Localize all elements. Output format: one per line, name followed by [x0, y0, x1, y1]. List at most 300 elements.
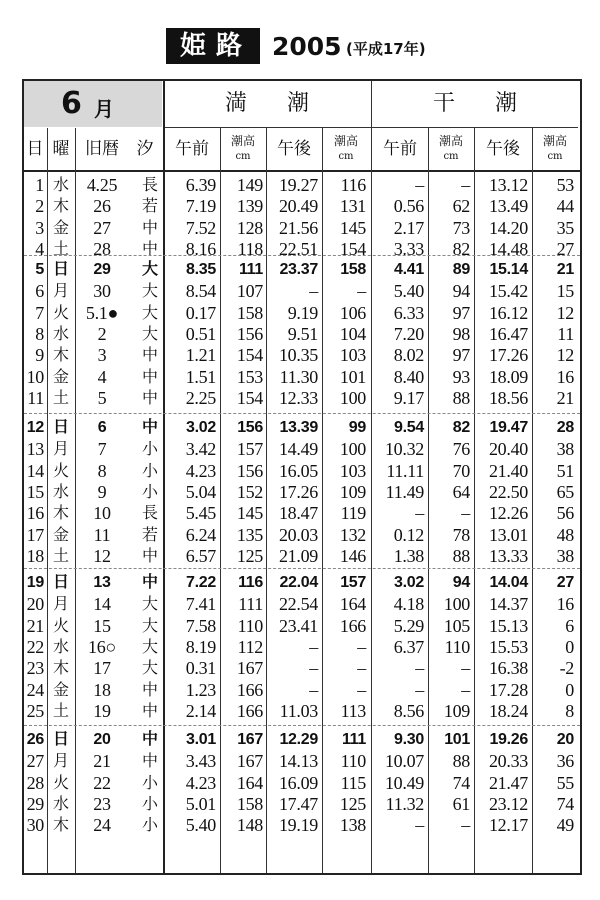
- height-label: 潮高: [333, 134, 358, 148]
- low-pm-time-cell: 13.33: [488, 545, 528, 566]
- lunar-date-cell: 7: [97, 439, 107, 460]
- low-am-height-cell: 78: [452, 524, 470, 545]
- high-am-height-cell: 157: [236, 439, 263, 460]
- high-am-time-cell: 8.54: [185, 281, 216, 302]
- lunar-date-cell: 12: [93, 545, 111, 566]
- weekday-cell: 月: [52, 594, 69, 614]
- high-am-height-cell: 158: [236, 793, 263, 814]
- low-am-height-cell: 97: [452, 345, 470, 366]
- weekday-cell: 木: [52, 503, 69, 523]
- day-cell: 13: [26, 439, 44, 460]
- low-am-height-cell: 82: [452, 419, 470, 436]
- high-pm-height-cell: 113: [340, 700, 366, 721]
- high-pm-time-cell: 9.19: [287, 302, 318, 323]
- high-am-time-cell: 2.14: [185, 700, 216, 721]
- high-am-height-cell: 167: [236, 751, 263, 772]
- high-am-height-cell: 164: [236, 772, 263, 793]
- low-am-time-cell: 3.02: [394, 574, 424, 591]
- lunar-date-cell: 14: [93, 594, 111, 615]
- low-am-height-cell: 73: [452, 217, 470, 238]
- high-am-height-cell: 139: [236, 196, 263, 217]
- weekday-cell: 水: [52, 323, 69, 343]
- col-header-low-am: 午前: [383, 139, 417, 159]
- low-pm-time-cell: 20.33: [488, 751, 528, 772]
- high-am-time-cell: 5.40: [185, 815, 216, 836]
- height-label: 潮高: [542, 134, 567, 148]
- lunar-date-cell: 24: [93, 815, 111, 836]
- day-cell: 2: [35, 196, 44, 217]
- high-pm-time-cell: 10.35: [278, 345, 318, 366]
- low-pm-height-cell: 49: [556, 815, 574, 836]
- low-pm-time-cell: 21.40: [488, 460, 528, 481]
- tide-type-cell: 中: [141, 679, 158, 699]
- low-pm-height-cell: 56: [556, 503, 574, 524]
- high-am-height-cell: 154: [236, 387, 263, 408]
- high-pm-height-cell: 101: [339, 366, 366, 387]
- high-am-time-cell: 7.52: [185, 217, 216, 238]
- high-am-height-cell: 152: [236, 481, 263, 502]
- low-pm-height-cell: 16: [556, 366, 574, 387]
- low-am-height-cell: 94: [452, 574, 470, 591]
- low-pm-height-cell: 6: [565, 615, 574, 636]
- high-am-height-cell: 110: [237, 615, 263, 636]
- weekday-cell: 土: [52, 700, 69, 720]
- high-pm-height-cell: 145: [339, 217, 366, 238]
- col-header-day: 日: [26, 139, 44, 159]
- lunar-date-cell: 11: [93, 524, 111, 545]
- high-am-height-cell: 111: [238, 261, 263, 278]
- high-am-height-cell: 112: [237, 636, 263, 657]
- tide-type-cell: 小: [141, 481, 158, 501]
- low-am-height-cell: 105: [443, 615, 470, 636]
- high-am-time-cell: 4.23: [185, 772, 216, 793]
- high-am-height-cell: 167: [236, 658, 263, 679]
- lunar-date-cell: 8: [97, 460, 107, 481]
- high-tide-group-header: 満潮: [224, 91, 349, 116]
- high-pm-height-cell: 100: [339, 387, 366, 408]
- low-am-time-cell: 2.17: [393, 217, 424, 238]
- low-pm-time-cell: 15.13: [488, 615, 528, 636]
- high-pm-height-cell: 100: [339, 439, 366, 460]
- low-am-height-cell: 100: [443, 594, 470, 615]
- high-am-time-cell: 7.19: [185, 196, 216, 217]
- high-am-height-cell: 111: [238, 594, 263, 615]
- place-name: 姫路: [166, 28, 260, 64]
- lunar-date-cell: 15: [93, 615, 111, 636]
- weekday-cell: 火: [52, 615, 69, 635]
- high-pm-height-cell: 138: [339, 815, 366, 836]
- lunar-date-cell: 3: [97, 345, 107, 366]
- low-pm-time-cell: 15.53: [488, 636, 528, 657]
- day-cell: 14: [26, 460, 44, 481]
- high-am-time-cell: 1.21: [185, 345, 216, 366]
- high-pm-height-cell: –: [357, 281, 366, 302]
- low-am-height-cell: 61: [452, 793, 470, 814]
- low-am-time-cell: 11.11: [386, 460, 424, 481]
- high-pm-height-cell: 111: [341, 731, 366, 748]
- low-am-time-cell: 9.30: [394, 731, 424, 748]
- lunar-date-cell: 9: [97, 481, 107, 502]
- high-am-height-cell: 145: [236, 503, 263, 524]
- high-am-time-cell: 8.19: [185, 636, 216, 657]
- tide-type-cell: 中: [141, 419, 158, 436]
- low-pm-height-cell: 0: [565, 679, 574, 700]
- unit-label: cm: [338, 151, 354, 162]
- low-am-height-cell: 88: [452, 387, 470, 408]
- low-pm-time-cell: 16.12: [488, 302, 528, 323]
- low-pm-height-cell: 0: [565, 636, 574, 657]
- weekday-cell: 木: [52, 345, 69, 365]
- low-pm-height-cell: 48: [556, 524, 574, 545]
- header-divider: [24, 170, 580, 172]
- low-pm-height-cell: 38: [556, 545, 574, 566]
- high-pm-height-cell: 125: [339, 793, 366, 814]
- low-pm-height-cell: 27: [556, 574, 574, 591]
- low-am-height-cell: 93: [452, 366, 470, 387]
- high-pm-height-cell: 146: [339, 545, 366, 566]
- low-am-time-cell: 8.40: [393, 366, 424, 387]
- tide-type-cell: 大: [141, 594, 158, 614]
- high-pm-height-cell: 154: [339, 238, 366, 259]
- day-cell: 8: [35, 323, 44, 344]
- low-pm-height-cell: 20: [556, 731, 574, 748]
- day-cell: 6: [35, 281, 44, 302]
- high-am-time-cell: 5.45: [185, 503, 216, 524]
- col-header-low-am-height: [428, 128, 474, 170]
- lunar-date-cell: 30: [93, 281, 111, 302]
- lunar-date-cell: 26: [93, 196, 111, 217]
- high-am-height-cell: 153: [236, 366, 263, 387]
- low-am-height-cell: –: [461, 503, 470, 524]
- unit-label: cm: [235, 151, 251, 162]
- weekday-cell: 金: [52, 524, 69, 544]
- low-am-time-cell: 5.40: [393, 281, 424, 302]
- low-pm-time-cell: 14.48: [488, 238, 528, 259]
- high-am-height-cell: 149: [236, 175, 263, 195]
- low-pm-height-cell: 65: [556, 481, 574, 502]
- month-header: [24, 81, 162, 127]
- low-pm-height-cell: -2: [559, 658, 574, 679]
- col-header-tide-type: 汐: [136, 139, 154, 159]
- low-pm-time-cell: 15.14: [489, 261, 528, 278]
- low-pm-height-cell: 27: [556, 238, 574, 259]
- high-pm-height-cell: 132: [339, 524, 366, 545]
- low-pm-height-cell: 21: [556, 261, 574, 278]
- col-header-weekday: 曜: [52, 139, 70, 159]
- tide-type-cell: 中: [141, 345, 158, 365]
- lunar-date-cell: 5.1●: [85, 302, 119, 323]
- high-pm-time-cell: 11.30: [279, 366, 318, 387]
- low-am-height-cell: 62: [452, 196, 470, 217]
- high-pm-height-cell: 166: [339, 615, 366, 636]
- high-pm-time-cell: 16.09: [278, 772, 318, 793]
- high-pm-height-cell: 157: [340, 574, 366, 591]
- high-am-time-cell: 5.01: [185, 793, 216, 814]
- high-am-height-cell: 158: [236, 302, 263, 323]
- low-am-height-cell: 82: [452, 238, 470, 259]
- low-am-time-cell: 11.49: [385, 481, 424, 502]
- tide-type-cell: 長: [141, 503, 158, 523]
- low-am-height-cell: –: [461, 679, 470, 700]
- high-pm-height-cell: 104: [339, 323, 366, 344]
- low-pm-time-cell: 12.17: [488, 815, 528, 836]
- high-pm-height-cell: 106: [339, 302, 366, 323]
- low-am-height-cell: 101: [444, 731, 470, 748]
- day-cell: 3: [35, 217, 44, 238]
- tide-type-cell: 小: [141, 815, 158, 835]
- col-header-high-pm: 午後: [277, 139, 311, 159]
- low-am-time-cell: 6.33: [393, 302, 424, 323]
- tide-type-cell: 大: [141, 323, 158, 343]
- weekday-cell: 日: [52, 419, 69, 436]
- high-am-time-cell: 4.23: [185, 460, 216, 481]
- high-pm-time-cell: 11.03: [279, 700, 318, 721]
- high-am-height-cell: 166: [236, 700, 263, 721]
- low-am-time-cell: –: [415, 175, 424, 195]
- day-cell: 23: [26, 658, 44, 679]
- weekday-cell: 金: [52, 217, 69, 237]
- low-am-time-cell: –: [415, 679, 424, 700]
- high-am-time-cell: 0.17: [185, 302, 216, 323]
- high-pm-time-cell: 22.04: [279, 574, 318, 591]
- weekday-cell: 木: [52, 658, 69, 678]
- day-cell: 19: [26, 574, 44, 591]
- day-cell: 27: [26, 751, 44, 772]
- high-am-height-cell: 107: [236, 281, 263, 302]
- high-am-time-cell: 3.02: [186, 419, 216, 436]
- low-am-time-cell: 9.17: [393, 387, 424, 408]
- lunar-date-cell: 19: [93, 700, 111, 721]
- high-pm-time-cell: 16.05: [278, 460, 318, 481]
- high-pm-time-cell: 21.56: [278, 217, 318, 238]
- low-am-time-cell: 3.33: [393, 238, 424, 259]
- low-am-time-cell: 10.07: [384, 751, 424, 772]
- high-am-time-cell: 0.51: [185, 323, 216, 344]
- low-am-height-cell: 70: [452, 460, 470, 481]
- weekday-cell: 金: [52, 679, 69, 699]
- low-am-height-cell: 64: [452, 481, 470, 502]
- high-pm-time-cell: 23.41: [278, 615, 318, 636]
- lunar-date-cell: 17: [93, 658, 111, 679]
- high-pm-height-cell: 109: [339, 481, 366, 502]
- high-pm-height-cell: 103: [339, 460, 366, 481]
- day-cell: 29: [26, 793, 44, 814]
- high-am-time-cell: 7.58: [185, 615, 216, 636]
- day-cell: 24: [26, 679, 44, 700]
- high-am-height-cell: 135: [236, 524, 263, 545]
- day-cell: 21: [26, 615, 44, 636]
- low-am-time-cell: 1.38: [393, 545, 424, 566]
- high-pm-time-cell: –: [309, 658, 318, 679]
- high-pm-height-cell: 158: [340, 261, 366, 278]
- low-pm-height-cell: 15: [556, 281, 574, 302]
- col-header-low-pm-height: [532, 128, 578, 170]
- high-pm-time-cell: 14.13: [278, 751, 318, 772]
- day-cell: 11: [27, 387, 44, 408]
- low-pm-height-cell: 44: [556, 196, 574, 217]
- tide-type-cell: 中: [141, 700, 158, 720]
- weekday-cell: 火: [52, 460, 69, 480]
- weekday-cell: 火: [52, 302, 69, 322]
- day-cell: 17: [26, 524, 44, 545]
- tide-type-cell: 大: [141, 636, 158, 656]
- high-am-time-cell: 8.35: [186, 261, 216, 278]
- lunar-date-cell: 16○: [88, 636, 116, 657]
- high-pm-height-cell: 103: [339, 345, 366, 366]
- low-pm-height-cell: 8: [565, 700, 574, 721]
- low-pm-height-cell: 21: [556, 387, 574, 408]
- high-am-time-cell: 8.16: [185, 238, 216, 259]
- low-pm-height-cell: 28: [556, 419, 574, 436]
- low-am-height-cell: –: [461, 815, 470, 836]
- high-pm-height-cell: 110: [340, 751, 366, 772]
- high-am-time-cell: 5.04: [185, 481, 216, 502]
- low-pm-time-cell: 23.12: [488, 793, 528, 814]
- high-am-height-cell: 125: [236, 545, 263, 566]
- height-label: 潮高: [230, 134, 255, 148]
- high-pm-time-cell: 22.54: [278, 594, 318, 615]
- weekday-cell: 月: [52, 751, 69, 771]
- low-am-time-cell: 10.49: [384, 772, 424, 793]
- low-am-time-cell: –: [415, 815, 424, 836]
- tide-type-cell: 中: [141, 366, 158, 386]
- high-pm-height-cell: 99: [348, 419, 366, 436]
- high-pm-time-cell: 19.19: [278, 815, 318, 836]
- weekday-cell: 木: [52, 815, 69, 835]
- week-separator: [24, 725, 580, 726]
- day-cell: 30: [26, 815, 44, 836]
- high-am-height-cell: 156: [237, 419, 263, 436]
- low-am-time-cell: 11.32: [385, 793, 424, 814]
- weekday-cell: 日: [52, 574, 69, 591]
- low-pm-time-cell: 18.24: [488, 700, 528, 721]
- low-pm-height-cell: 11: [557, 323, 574, 344]
- low-am-height-cell: –: [461, 658, 470, 679]
- high-am-height-cell: 154: [236, 345, 263, 366]
- low-pm-time-cell: 14.37: [488, 594, 528, 615]
- tide-type-cell: 大: [141, 261, 158, 278]
- lunar-date-cell: 27: [93, 217, 111, 238]
- low-am-time-cell: 0.56: [393, 196, 424, 217]
- month-number: 6: [61, 86, 82, 121]
- high-pm-time-cell: 21.09: [278, 545, 318, 566]
- tide-type-cell: 中: [141, 574, 158, 591]
- low-am-time-cell: –: [415, 503, 424, 524]
- low-pm-height-cell: 55: [556, 772, 574, 793]
- weekday-cell: 月: [52, 281, 69, 301]
- high-pm-time-cell: 23.37: [279, 261, 318, 278]
- low-pm-time-cell: 12.26: [488, 503, 528, 524]
- weekday-cell: 金: [52, 366, 69, 386]
- high-pm-time-cell: 19.27: [278, 175, 318, 195]
- low-pm-height-cell: 53: [556, 175, 574, 195]
- high-pm-time-cell: 22.51: [278, 238, 318, 259]
- weekday-cell: 木: [52, 196, 69, 216]
- high-am-time-cell: 6.39: [185, 175, 216, 195]
- high-pm-height-cell: 164: [339, 594, 366, 615]
- low-pm-time-cell: 13.49: [488, 196, 528, 217]
- col-header-high-am-height: [220, 128, 266, 170]
- high-am-height-cell: 156: [236, 460, 263, 481]
- low-pm-time-cell: 20.40: [488, 439, 528, 460]
- day-cell: 12: [26, 419, 44, 436]
- high-am-time-cell: 3.01: [186, 731, 216, 748]
- lunar-date-cell: 28: [93, 238, 111, 259]
- high-pm-height-cell: 116: [340, 175, 366, 195]
- low-am-time-cell: 0.12: [393, 524, 424, 545]
- weekday-cell: 月: [52, 439, 69, 459]
- tide-type-cell: 大: [141, 302, 158, 322]
- high-am-height-cell: 156: [236, 323, 263, 344]
- high-pm-height-cell: 119: [340, 503, 366, 524]
- low-pm-time-cell: 19.47: [489, 419, 528, 436]
- tide-type-cell: 中: [141, 731, 158, 748]
- tide-type-cell: 中: [141, 751, 158, 771]
- unit-label: cm: [443, 151, 459, 162]
- tide-type-cell: 大: [141, 615, 158, 635]
- tide-type-cell: 中: [141, 387, 158, 407]
- height-label: 潮高: [438, 134, 463, 148]
- low-am-height-cell: 89: [452, 261, 470, 278]
- high-am-time-cell: 3.43: [185, 751, 216, 772]
- high-pm-time-cell: 17.26: [278, 481, 318, 502]
- low-pm-time-cell: 14.04: [489, 574, 528, 591]
- high-pm-time-cell: –: [309, 679, 318, 700]
- title-row: [0, 28, 600, 68]
- low-am-time-cell: 8.02: [393, 345, 424, 366]
- low-am-height-cell: 88: [452, 751, 470, 772]
- tide-type-cell: 若: [141, 524, 158, 544]
- tide-type-cell: 若: [141, 196, 158, 216]
- lunar-date-cell: 20: [93, 731, 111, 748]
- high-am-time-cell: 2.25: [185, 387, 216, 408]
- high-am-height-cell: 116: [238, 574, 263, 591]
- low-pm-height-cell: 12: [556, 345, 574, 366]
- tide-type-cell: 小: [141, 772, 158, 792]
- tide-type-cell: 中: [141, 238, 158, 258]
- high-pm-height-cell: 115: [340, 772, 366, 793]
- high-pm-time-cell: 18.47: [278, 503, 318, 524]
- low-am-height-cell: 88: [452, 545, 470, 566]
- weekday-cell: 水: [52, 481, 69, 501]
- day-cell: 25: [26, 700, 44, 721]
- lunar-date-cell: 4.25: [86, 175, 118, 195]
- low-pm-height-cell: 74: [556, 793, 574, 814]
- low-pm-time-cell: 21.47: [488, 772, 528, 793]
- lunar-date-cell: 2: [97, 323, 107, 344]
- weekday-cell: 水: [52, 636, 69, 656]
- low-am-time-cell: 5.29: [393, 615, 424, 636]
- low-am-time-cell: 4.18: [393, 594, 424, 615]
- low-am-time-cell: 4.41: [394, 261, 424, 278]
- high-am-height-cell: 167: [237, 731, 263, 748]
- high-pm-time-cell: 12.33: [278, 387, 318, 408]
- high-pm-time-cell: 12.29: [279, 731, 318, 748]
- lunar-date-cell: 29: [93, 261, 111, 278]
- high-am-height-cell: 118: [237, 238, 263, 259]
- low-pm-height-cell: 12: [556, 302, 574, 323]
- low-am-time-cell: –: [415, 658, 424, 679]
- low-pm-time-cell: 17.26: [488, 345, 528, 366]
- lunar-date-cell: 6: [97, 419, 107, 436]
- low-pm-time-cell: 17.28: [488, 679, 528, 700]
- weekday-cell: 水: [52, 175, 69, 194]
- high-am-height-cell: 128: [236, 217, 263, 238]
- low-pm-time-cell: 22.50: [488, 481, 528, 502]
- tide-type-cell: 中: [141, 217, 158, 237]
- weekday-cell: 日: [52, 261, 69, 278]
- low-pm-height-cell: 51: [556, 460, 574, 481]
